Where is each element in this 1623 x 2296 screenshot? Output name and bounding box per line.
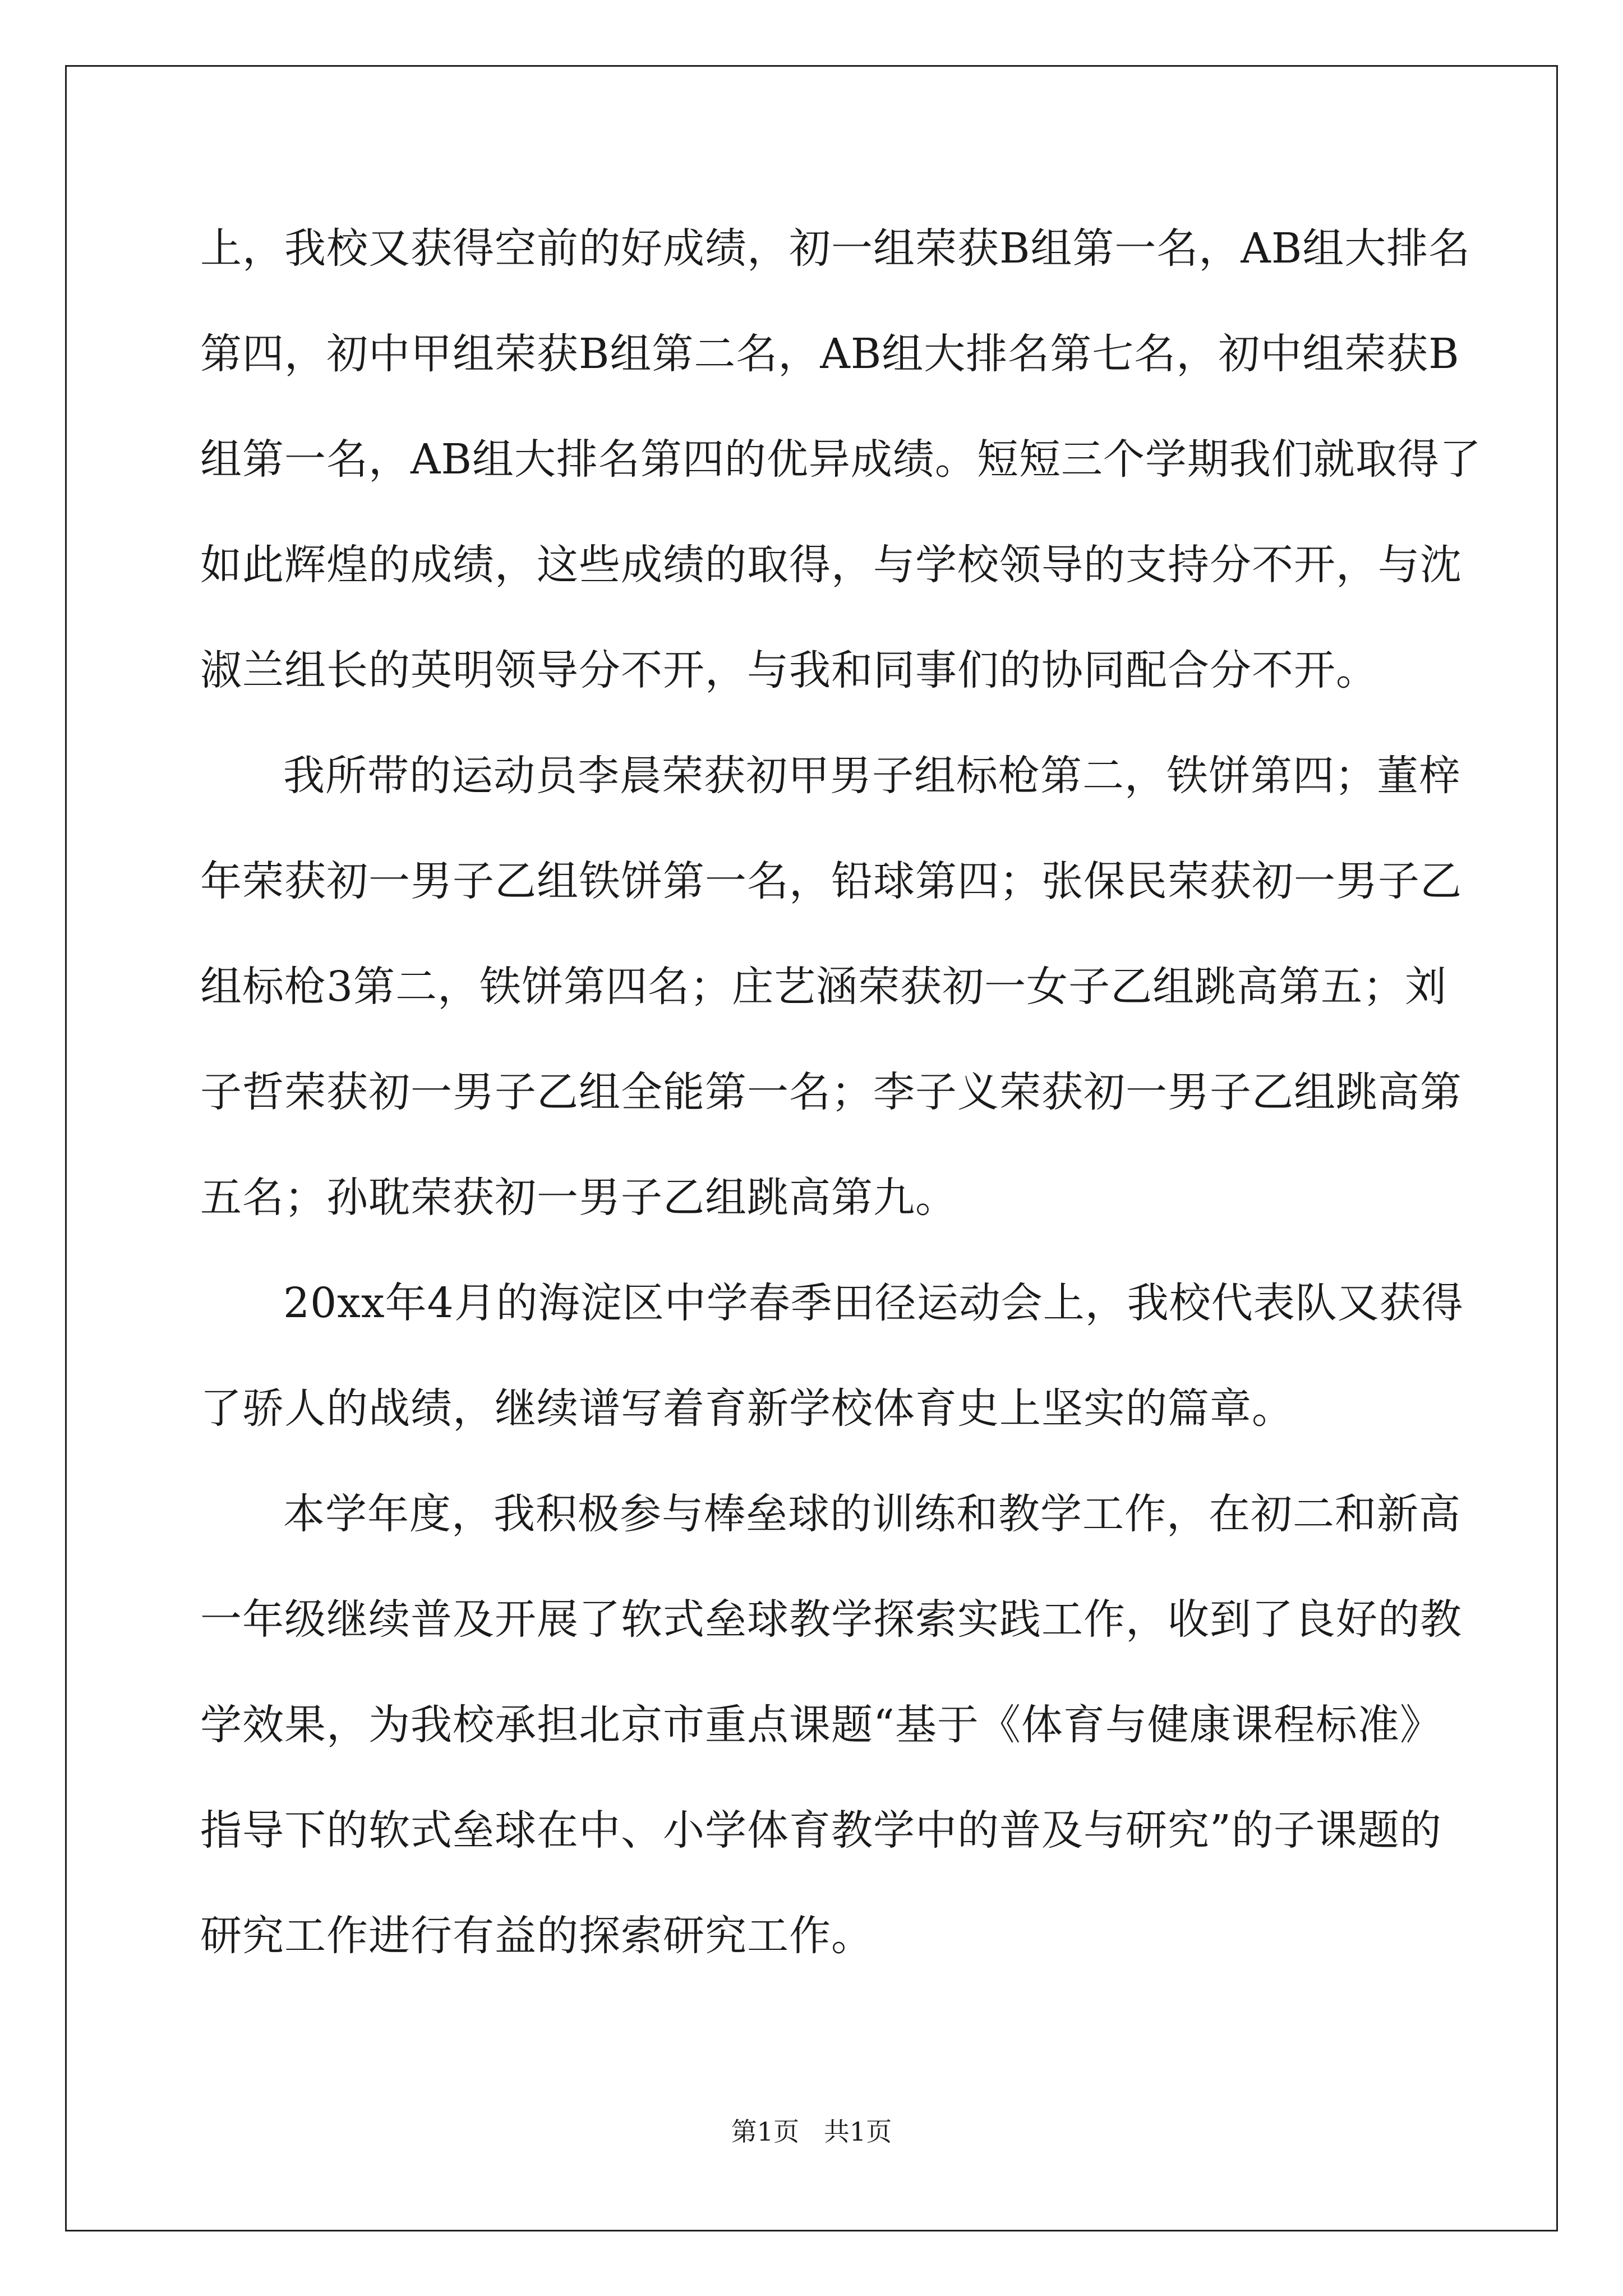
document-body (200, 218, 1482, 2010)
text-line: 淑兰组长的英明领导分不开，与我和同事们的协同配合分不开。 (200, 646, 1378, 694)
text-line: 组标枪3第二，铁饼第四名；庄艺涵荣获初一女子乙组跳高第五；刘 (200, 963, 1447, 1011)
text-line: 组第一名，AB组大排名第四的优异成绩。短短三个学期我们就取得了 (200, 435, 1482, 484)
paragraph-first-line: 20xx年4月的海淀区中学春季田径运动会上，我校代表队又获得 (283, 1279, 1464, 1327)
text-line: 一年级继续普及开展了软式垒球教学探索实践工作，收到了良好的教 (200, 1595, 1462, 1644)
text-line: 子哲荣获初一男子乙组全能第一名；李子义荣获初一男子乙组跳高第 (200, 1068, 1462, 1116)
text-line: 指导下的软式垒球在中、小学体育教学中的普及与研究”的子课题的 (200, 1806, 1442, 1855)
page-footer: 第1页 共1页 (731, 2116, 892, 2147)
text-line: 上，我校又获得空前的好成绩，初一组荣获B组第一名，AB组大排名 (200, 224, 1471, 273)
paragraph-first-line: 本学年度，我积极参与棒垒球的训练和教学工作，在初二和新高 (283, 1490, 1461, 1538)
text-line: 年荣获初一男子乙组铁饼第一名，铅球第四；张保民荣获初一男子乙 (200, 857, 1462, 905)
text-line: 了骄人的战绩，继续谱写着育新学校体育史上坚实的篇章。 (200, 1384, 1294, 1433)
text-line: 五名；孙耽荣获初一男子乙组跳高第九。 (200, 1174, 957, 1222)
paragraph-first-line: 我所带的运动员李晨荣获初甲男子组标枪第二，铁饼第四；董梓 (283, 752, 1461, 800)
text-line: 如此辉煌的成绩，这些成绩的取得，与学校领导的支持分不开，与沈 (200, 541, 1462, 589)
text-line: 学效果，为我校承担北京市重点课题“基于《体育与健康课程标准》 (200, 1701, 1442, 1749)
text-line: 研究工作进行有益的探索研究工作。 (200, 1912, 873, 1960)
text-line: 第四，初中甲组荣获B组第二名，AB组大排名第七名，初中组荣获B (200, 330, 1460, 378)
